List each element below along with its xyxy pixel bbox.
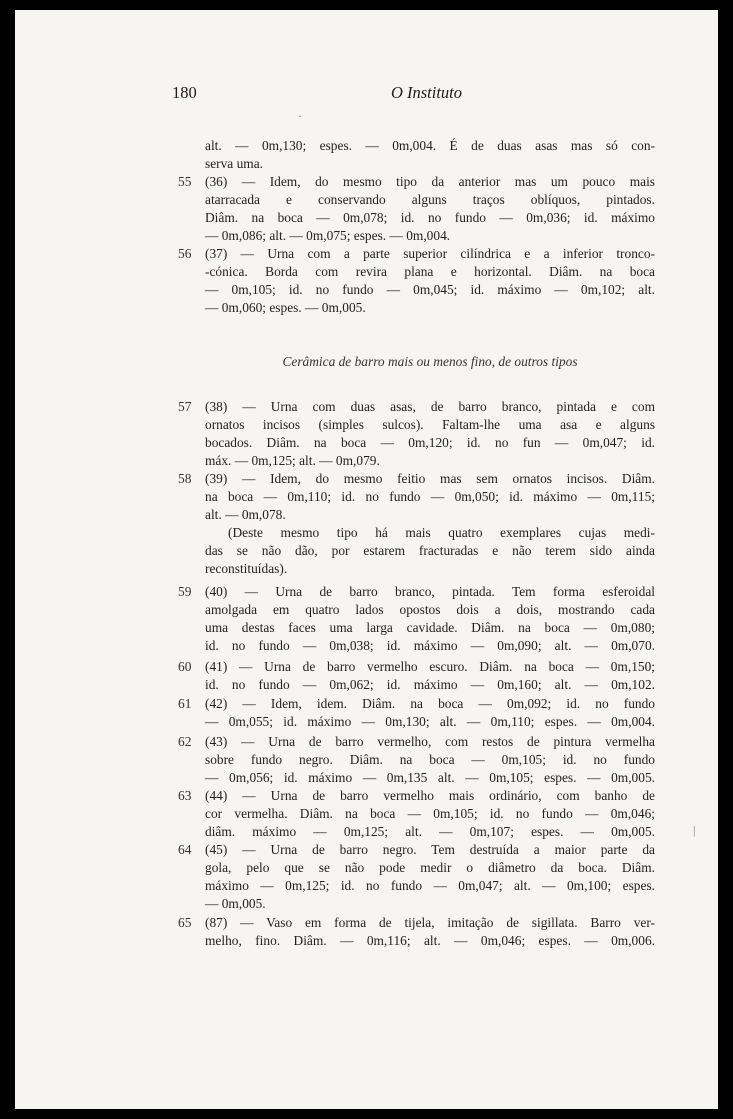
text-line: sobre fundo negro. Diâm. na boca — 0m,105; id. no fundo [205,751,655,767]
text-line: (42) — Idem, idem. Diâm. na boca — 0m,092; id. no fundo [205,696,655,711]
catalog-number: 60 [178,659,192,674]
catalog-number: 63 [178,788,192,803]
text-line: melho, fino. Diâm. — 0m,116; alt. — 0m,046; espes. — 0m,006. [205,932,655,948]
text-line: amolgada em quatro lados opostos dois a dois, mostrando cada [205,601,655,617]
text-line: (87) — Vaso em forma de tijela, imitação de sigillata. Barro ver- [205,915,655,930]
text-line: id. no fundo — 0m,038; id. máximo — 0m,090; alt. — 0m,070. [205,637,655,653]
text-line: serva uma. [205,155,264,171]
catalog-entry-57 [178,398,655,470]
text-line: — 0m,056; id. máximo — 0m,135 alt. — 0m,105; espes. — 0m,005. [205,769,655,785]
text-line: (38) — Urna com duas asas, de barro branco, pintada e com [205,399,655,414]
catalog-entry-55 [178,173,655,245]
catalog-entry-64 [178,841,655,913]
catalog-number: 61 [178,696,192,711]
text-line: (39) — Idem, do mesmo feitio mas sem ornatos incisos. Diâm. [205,471,655,486]
text-line: bocados. Diâm. na boca — 0m,120; id. no fun — 0m,047; id. [205,434,655,450]
text-line: (43) — Urna de barro vermelho, com restos de pintura vermelha [205,734,655,749]
text-line: (45) — Urna de barro negro. Tem destruída a maior parte da [205,842,655,857]
scan-speck: | [693,823,696,837]
section-heading: Cerâmica de barro mais ou menos fino, de outros tipos [282,354,578,369]
catalog-entry-63 [178,787,655,841]
catalog-number: 58 [178,471,192,486]
text-line: cor vermelha. Diâm. na boca — 0m,105; id. no fundo — 0m,046; [205,805,655,821]
text-line: (37) — Urna com a parte superior cilíndrica e a inferior tronco- [205,246,655,261]
catalog-number: 56 [178,246,192,261]
catalog-entry-65 [178,914,655,950]
catalog-entry-62 [178,733,655,787]
catalog-number: 55 [178,174,192,189]
catalog-number: 64 [178,842,192,857]
scan-speck: · [298,109,302,123]
text-line: ornatos incisos (simples sulcos). Faltam-lhe uma asa e alguns [205,416,655,432]
text-line: máximo — 0m,125; id. no fundo — 0m,047; alt. — 0m,100; espes. [205,877,655,893]
catalog-entry-60 [178,658,655,694]
catalog-number: 65 [178,915,192,930]
text-line: na boca — 0m,110; id. no fundo — 0m,050; id. máximo — 0m,115; [205,488,655,504]
book-page [15,10,718,1109]
text-line: — 0m,005. [205,895,266,911]
catalog-entry-58 [178,470,655,524]
text-line: (41) — Urna de barro vermelho escuro. Diâm. na boca — 0m,150; [205,659,655,674]
text-line: gola, pelo que se não pode medir o diâmetro da boca. Diâm. [205,859,655,875]
text-line: id. no fundo — 0m,062; id. máximo — 0m,160; alt. — 0m,102. [205,676,655,692]
text-line: — 0m,060; espes. — 0m,005. [205,299,366,315]
catalog-entry-59 [178,583,655,655]
page-body [15,10,718,1109]
catalog-entry-continuation [205,137,655,173]
catalog-entry-61 [178,695,655,731]
text-line: -cónica. Borda com revira plana e horizontal. Diâm. na boca [205,263,655,279]
text-line: uma destas faces uma larga cavidade. Diâm. na boca — 0m,080; [205,619,655,635]
text-line: Diâm. na boca — 0m,078; id. no fundo — 0m,036; id. máximo [205,209,655,225]
catalog-number: 59 [178,584,192,599]
text-line: — 0m,086; alt. — 0m,075; espes. — 0m,004. [205,227,451,243]
text-line: — 0m,055; id. máximo — 0m,130; alt. — 0m,110; espes. — 0m,004. [205,713,655,729]
text-line: (40) — Urna de barro branco, pintada. Tem forma esferoidal [205,584,655,599]
text-line: atarracada e conservando alguns traços oblíquos, pintados. [205,191,655,207]
text-line: (36) — Idem, do mesmo tipo da anterior mas um pouco mais [205,174,655,189]
text-line: alt. — 0m,078. [205,506,286,522]
text-line: das se não dão, por estarem fracturadas e não terem sido ainda [205,542,655,558]
text-line: alt. — 0m,130; espes. — 0m,004. É de duas asas mas só con- [205,138,655,153]
catalog-entry-56 [178,245,655,317]
catalog-number: 62 [178,734,192,749]
text-line: reconstituídas). [205,560,288,576]
text-line: diâm. máximo — 0m,125; alt. — 0m,107; espes. — 0m,005. [205,823,655,839]
text-line: (Deste mesmo tipo há mais quatro exemplares cujas medi- [228,525,655,540]
catalog-number: 57 [178,399,192,414]
text-line: (44) — Urna de barro vermelho mais ordinário, com banho de [205,788,655,803]
editorial-note [205,524,655,578]
text-line: — 0m,105; id. no fundo — 0m,045; id. máximo — 0m,102; alt. [205,281,655,297]
text-line: máx. — 0m,125; alt. — 0m,079. [205,452,380,468]
page-number: 180 [172,83,197,102]
running-title: O Instituto [390,83,462,102]
